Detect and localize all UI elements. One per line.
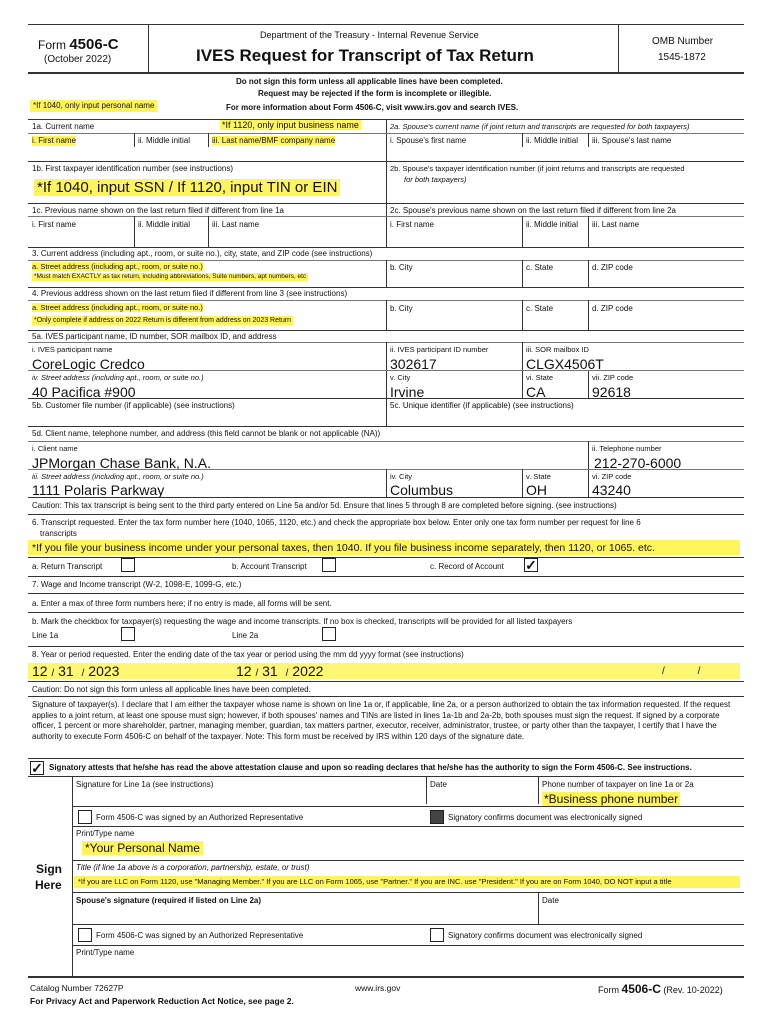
line3-zip-field[interactable]: d. ZIP code — [592, 263, 633, 272]
line7b-line1a-label: Line 1a — [32, 631, 59, 640]
line7a-label[interactable]: a. Enter a max of three form numbers here; if no entry is made, all forms will be sent. — [32, 599, 332, 608]
line2b-label: 2b. Spouse's taxpayer identification number (if joint returns and transcripts are requested — [390, 164, 685, 173]
middle-initial-field[interactable]: ii. Middle initial — [138, 136, 191, 145]
line4-zip-field[interactable]: d. ZIP code — [592, 304, 633, 313]
line4-street-label[interactable]: a. Street address (including apt., room, or suite no.) — [32, 303, 203, 312]
line5c-label[interactable]: 5c. Unique identifier (if applicable) (see instructions) — [390, 401, 574, 410]
department: Department of the Treasury - Internal Revenue Service — [260, 30, 479, 40]
line8-label: 8. Year or period requested. Enter the ending date of the tax year or period using the mm dd yyyy format (see instructions) — [32, 650, 464, 659]
return-transcript-label: a. Return Transcript — [32, 562, 103, 571]
print-name-label: Print/Type name — [76, 829, 135, 838]
privacy-notice: For Privacy Act and Paperwork Reduction Act Notice, see page 2. — [30, 996, 294, 1006]
line3-street-label[interactable]: a. Street address (including apt., room, or suite no.) — [32, 262, 203, 271]
line7-label: 7. Wage and Income transcript (W-2, 1098-E, 1099-G, etc.) — [32, 580, 242, 589]
ives-zip-label: vii. ZIP code — [592, 373, 634, 382]
form-number: 4506-C — [69, 36, 119, 53]
ives-zip-value[interactable]: 92618 — [592, 384, 631, 400]
title-field[interactable]: *If you are LLC on Form 1120, use "Managing Member." If you are LLC on Form 1065, use "Partner." If you are INC. use "President." If you are on Form 1040, DO NOT input a title — [78, 877, 672, 886]
line5b-label[interactable]: 5b. Customer file number (if applicable) (see instructions) — [32, 401, 235, 410]
e-signed-label: Signatory confirms document was electronically signed — [448, 813, 643, 822]
line2b-label-2: for both taxpayers) — [404, 175, 467, 184]
ives-id-label: ii. IVES participant ID number — [390, 345, 489, 354]
client-state-label: v. State — [526, 472, 551, 481]
account-transcript-label: b. Account Transcript — [232, 562, 307, 571]
tin-field[interactable]: *If 1040, input SSN / If 1120, input TIN or EIN — [34, 179, 340, 196]
attest-checkbox[interactable] — [30, 761, 44, 775]
prev-first-name-field[interactable]: i. First name — [32, 220, 77, 229]
print-name-label-2: Print/Type name — [76, 948, 135, 957]
notice-3: For more information about Form 4506-C, visit www.irs.gov and search IVES. — [226, 103, 519, 112]
omb-label: OMB Number — [652, 36, 714, 47]
date1-slash-2: / — [81, 668, 85, 679]
line4-state-field[interactable]: c. State — [526, 304, 554, 313]
e-signed-checkbox[interactable] — [430, 810, 444, 824]
line4-label: 4. Previous address shown on the last return filed if different from line 3 (see instructions) — [32, 289, 348, 298]
line6-note: *If you file your business income under your personal taxes, then 1040. If you file business income separately, then 1120, or 1065. etc. — [32, 542, 655, 554]
sor-value[interactable]: CLGX4506T — [526, 356, 604, 372]
record-of-account-checkbox[interactable] — [524, 558, 538, 572]
ives-street-value[interactable]: 40 Pacifica #900 — [32, 384, 136, 400]
ives-city-value[interactable]: Irvine — [390, 384, 425, 400]
line3-label: 3. Current address (including apt., room, or suite no.), city, state, and ZIP code (see instructions) — [32, 249, 373, 258]
spouse-last-name-field[interactable]: iii. Spouse's last name — [592, 136, 672, 145]
spouse-first-name-field[interactable]: i. Spouse's first name — [390, 136, 467, 145]
footer-form — [598, 982, 723, 996]
date2-slash-1: / — [255, 668, 259, 679]
spouse-middle-initial-field[interactable]: ii. Middle initial — [526, 136, 579, 145]
prev-last-name-field[interactable]: iii. Last name — [212, 220, 260, 229]
caution-sign: Caution: Do not sign this form unless all applicable lines have been completed. — [32, 685, 311, 694]
notice-2: Request may be rejected if the form is incomplete or illegible. — [258, 89, 492, 98]
date1-slash-1: / — [51, 668, 55, 679]
line5d-label: 5d. Client name, telephone number, and address (this field cannot be blank or not applicable (NA)) — [32, 429, 381, 438]
line3-note: *Must match EXACTLY as tax return, including abbreviations, Suite numbers, apt numbers, etc — [34, 273, 307, 280]
ives-state-value[interactable]: CA — [526, 384, 546, 400]
form-number-block — [38, 36, 119, 53]
signature-declaration: Signature of taxpayer(s). I declare that I am either the taxpayer whose name is shown on line 1a or, if applicable, line 2a, or a person authorized to obtain the tax information requested. If the request applies to a joint return, at least one spouse must sign; however, if both spouses' names and TINs are listed in lines 1a-1b and 2a-2b, both spouses must sign the request. If signed by a corporate officer, 1 percent or more shareholder, partner, managing member, guardian, tax matters partner, executor, receiver, administrator, trustee, or party other than the taxpayer, I certify that I have the authority to execute Form 4506-C on behalf of the taxpayer. Note: This form must be received by IRS within 120 days of the signature date. — [32, 700, 731, 741]
check-mark-icon: ✓ — [525, 557, 537, 573]
ives-city-label: v. City — [390, 373, 411, 382]
client-city-value[interactable]: Columbus — [390, 482, 454, 498]
line4-note: *Only complete if address on 2022 Return is different from address on 2023 Return — [34, 317, 292, 324]
first-name-field[interactable]: i. First name — [32, 136, 77, 145]
auth-rep-checkbox-2[interactable] — [78, 928, 92, 942]
date3-slash-1: / — [662, 666, 665, 677]
taxpayer-phone-field[interactable]: *Business phone number — [544, 792, 679, 806]
date-2[interactable] — [236, 663, 323, 682]
auth-rep-checkbox[interactable] — [78, 810, 92, 824]
note-1040-name: *If 1040, only input personal name — [30, 100, 157, 112]
client-phone-label: ii. Telephone number — [592, 444, 662, 453]
sign-label: Sign — [36, 862, 62, 876]
sor-label: iii. SOR mailbox ID — [526, 345, 589, 354]
date-3[interactable] — [662, 666, 700, 677]
check-mark-icon: ✓ — [31, 760, 43, 776]
line2a-label: 2a. Spouse's current name (if joint return and transcripts are requested for both taxpayers) — [390, 122, 690, 131]
client-phone-value[interactable]: 212-270-6000 — [594, 455, 682, 471]
note-1120-name: *If 1120, only input business name — [222, 120, 359, 130]
date2-day: 31 — [262, 663, 278, 679]
line2c-label: 2c. Spouse's previous name shown on the last return filed if different from line 2a — [390, 206, 676, 215]
taxpayer-phone-label: Phone number of taxpayer on line 1a or 2a — [542, 780, 694, 789]
line1b-label: 1b. First taxpayer identification number (see instructions) — [32, 164, 233, 173]
auth-rep-label-2: Form 4506-C was signed by an Authorized Representative — [96, 931, 304, 940]
irs-website: www.irs.gov — [355, 983, 401, 993]
caution-third-party: Caution: This tax transcript is being sent to the third party entered on Line 5a and/or 5d. Ensure that lines 5 through 8 are completed before signing. (see instructions) — [32, 501, 617, 510]
client-name-value[interactable]: JPMorgan Chase Bank, N.A. — [32, 455, 211, 471]
line7b-label: b. Mark the checkbox for taxpayer(s) requesting the wage and income transcripts. If no box is checked, transcripts will be provided for all listed taxpayers — [32, 617, 573, 626]
ives-id-value[interactable]: 302617 — [390, 356, 437, 372]
account-transcript-checkbox[interactable] — [322, 558, 336, 572]
line1a-wage-checkbox[interactable] — [121, 627, 135, 641]
attest-text: Signatory attests that he/she has read the above attestation clause and upon so reading declares that he/she has the authority to sign the Form 4506-C. See instructions. — [49, 763, 692, 772]
date-1[interactable] — [32, 663, 119, 682]
e-signed-label-2: Signatory confirms document was electronically signed — [448, 931, 643, 940]
spouse-date-label[interactable]: Date — [542, 896, 559, 905]
line3-city-field[interactable]: b. City — [390, 263, 413, 272]
form-date: (October 2022) — [44, 54, 112, 65]
spouse-prev-middle-initial-field[interactable]: ii. Middle initial — [526, 220, 579, 229]
date1-year: 2023 — [88, 663, 120, 679]
form-title: IVES Request for Transcript of Tax Return — [196, 46, 534, 65]
footer-rev: (Rev. 10-2022) — [663, 985, 723, 995]
date1-month: 12 — [32, 663, 48, 679]
date2-year: 2022 — [292, 663, 324, 679]
signature-line1a-label[interactable]: Signature for Line 1a (see instructions) — [76, 780, 214, 789]
client-street-label: iii. Street address (including apt., room, or suite no.) — [32, 472, 204, 481]
line4-city-field[interactable]: b. City — [390, 304, 413, 313]
line7b-line2a-label: Line 2a — [232, 631, 259, 640]
print-name-field[interactable]: *Your Personal Name — [82, 841, 203, 855]
date3-slash-2: / — [697, 666, 701, 677]
line1c-label: 1c. Previous name shown on the last return filed if different from line 1a — [32, 206, 284, 215]
spouse-prev-first-name-field[interactable]: i. First name — [390, 220, 435, 229]
e-signed-checkbox-2[interactable] — [430, 928, 444, 942]
auth-rep-label: Form 4506-C was signed by an Authorized Representative — [96, 813, 304, 822]
line6-label-2: transcripts — [40, 529, 77, 538]
sign-date-label[interactable]: Date — [430, 780, 447, 789]
ives-name-value[interactable]: CoreLogic Credco — [32, 356, 145, 372]
last-name-field[interactable]: iii. Last name/BMF company name — [212, 136, 336, 145]
title-label: Title (if line 1a above is a corporation, partnership, estate, or trust) — [76, 863, 310, 872]
ives-state-label: vi. State — [526, 373, 554, 382]
form-label: Form — [38, 38, 66, 52]
ives-street-label: iv. Street address (including apt., room, or suite no.) — [32, 373, 204, 382]
footer-form-number: 4506-C — [621, 982, 661, 996]
client-state-value[interactable]: OH — [526, 482, 547, 498]
date1-day: 31 — [58, 663, 74, 679]
client-city-label: iv. City — [390, 472, 412, 481]
line3-state-field[interactable]: c. State — [526, 263, 554, 272]
prev-middle-initial-field[interactable]: ii. Middle initial — [138, 220, 191, 229]
client-zip-label: vi. ZIP code — [592, 472, 632, 481]
record-of-account-label: c. Record of Account — [430, 562, 504, 571]
line5a-label: 5a. IVES participant name, ID number, SOR mailbox ID, and address — [32, 332, 277, 341]
omb-number: 1545-1872 — [658, 52, 706, 63]
client-street-value[interactable]: 1111 Polaris Parkway — [32, 482, 165, 498]
line1a-label: 1a. Current name — [32, 122, 95, 131]
footer-form-label: Form — [598, 985, 619, 995]
client-name-label: i. Client name — [32, 444, 78, 453]
client-zip-value[interactable]: 43240 — [592, 482, 631, 498]
catalog-number: Catalog Number 72627P — [30, 983, 124, 993]
spouse-prev-last-name-field[interactable]: iii. Last name — [592, 220, 640, 229]
notice-1: Do not sign this form unless all applicable lines have been completed. — [236, 77, 503, 86]
ives-name-label: i. IVES participant name — [32, 345, 113, 354]
return-transcript-checkbox[interactable] — [121, 558, 135, 572]
line2a-wage-checkbox[interactable] — [322, 627, 336, 641]
line6-label: 6. Transcript requested. Enter the tax form number here (1040, 1065, 1120, etc.) and check the appropriate box below. Enter only one tax form number per request for line 6 — [32, 518, 641, 527]
here-label: Here — [35, 878, 62, 892]
spouse-signature-label[interactable]: Spouse's signature (required if listed on Line 2a) — [76, 896, 262, 905]
date2-month: 12 — [236, 663, 252, 679]
date2-slash-2: / — [285, 668, 289, 679]
